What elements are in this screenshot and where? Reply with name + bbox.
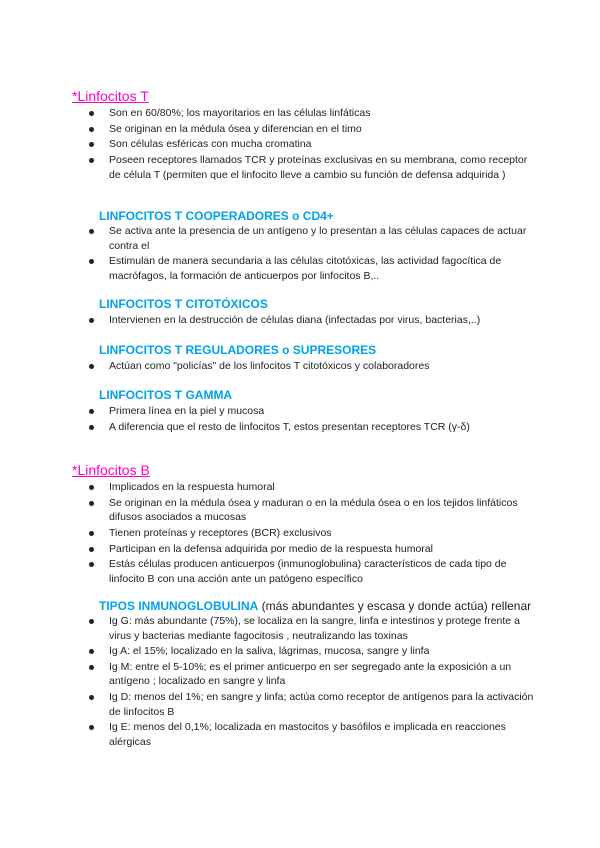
bullet-icon xyxy=(89,501,94,506)
list-item: Ig M: entre el 5-10%; es el primer anticuerpo en ser segregado ante la exposición a un antígeno ; localizado en sangre y linfa xyxy=(0,660,600,689)
list-item: Son células esféricas con mucha cromatina xyxy=(0,137,600,152)
subtitle-inmunoglobulina xyxy=(99,599,531,613)
bullet-icon xyxy=(89,619,94,624)
bullet-icon xyxy=(89,409,94,414)
subtitle-inmunoglobulina-label: TIPOS INMUNOGLOBULINA xyxy=(99,599,259,613)
bullet-icon xyxy=(89,649,94,654)
list-item: Ig D: menos del 1%; en sangre y linfa; actúa como receptor de antígenos para la activación de linfocitos B xyxy=(0,690,600,719)
bullet-icon xyxy=(89,229,94,234)
subtitle-inmunoglobulina-note: (más abundantes y escasa y donde actúa) rellenar xyxy=(258,599,532,613)
bullet-icon xyxy=(89,665,94,670)
bullet-icon xyxy=(89,158,94,163)
list-item: Se originan en la médula ósea y maduran o en la médula ósea o en los tejidos linfáticos difusos asociados a mucosas xyxy=(0,496,600,525)
list-item: Poseen receptores llamados TCR y proteínas exclusivas en su membrana, como receptor de célula T (permiten que el linfocito lleve a cambio su función de defensa adquirida ) xyxy=(0,153,600,182)
list-item: Intervienen en la destrucción de células diana (infectadas por virus, bacterias,..) xyxy=(0,313,600,328)
list-item: Ig E: menos del 0,1%; localizada en mastocitos y basófilos e implicada en reacciones alérgicas xyxy=(0,720,600,749)
bullet-icon xyxy=(89,364,94,369)
bullet-icon xyxy=(89,725,94,730)
list-item: Actúan como "policías" de los linfocitos T citotóxicos y colaboradores xyxy=(0,359,600,374)
linfocitos-t-list xyxy=(0,106,600,183)
bullet-icon xyxy=(89,695,94,700)
bullet-icon xyxy=(89,142,94,147)
inmunoglobulina-list xyxy=(0,614,600,750)
section-title-linfocitos-t: *Linfocitos T xyxy=(72,88,149,104)
list-item: A diferencia que el resto de linfocitos T, estos presentan receptores TCR (γ-δ) xyxy=(0,420,600,435)
list-item: Implicados en la respuesta humoral xyxy=(0,480,600,495)
list-item: Estimulan de manera secundaria a las células citotóxicas, las actividad fagocítica de macrófagos, la formación de anticuerpos por linfocitos B,.. xyxy=(0,254,600,283)
linfocitos-b-list xyxy=(0,480,600,587)
gamma-list xyxy=(0,404,600,435)
bullet-icon xyxy=(89,111,94,116)
bullet-icon xyxy=(89,531,94,536)
subtitle-reguladores: LINFOCITOS T REGULADORES o SUPRESORES xyxy=(99,343,377,357)
bullet-icon xyxy=(89,425,94,430)
reguladores-list xyxy=(0,359,600,375)
bullet-icon xyxy=(89,562,94,567)
subtitle-cooperadores: LINFOCITOS T COOPERADORES o CD4+ xyxy=(99,209,334,223)
subtitle-gamma: LINFOCITOS T GAMMA xyxy=(99,388,233,402)
bullet-icon xyxy=(89,485,94,490)
section-title-linfocitos-b: *Linfocitos B xyxy=(72,462,150,478)
bullet-icon xyxy=(89,547,94,552)
list-item: Ig A: el 15%; localizado en la saliva, lágrimas, mucosa, sangre y linfa xyxy=(0,644,600,659)
bullet-icon xyxy=(89,127,94,132)
list-item: Primera línea en la piel y mucosa xyxy=(0,404,600,419)
cooperadores-list xyxy=(0,224,600,284)
list-item: Tienen proteínas y receptores (BCR) exclusivos xyxy=(0,526,600,541)
subtitle-citotoxicos: LINFOCITOS T CITOTÓXICOS xyxy=(99,297,268,311)
list-item: Se originan en la médula ósea y diferencian en el timo xyxy=(0,122,600,137)
citotoxicos-list xyxy=(0,313,600,329)
list-item: Estás células producen anticuerpos (inmunoglobulina) característicos de cada tipo de linfocito B con una acción ante un patógeno específico xyxy=(0,557,600,586)
list-item: Participan en la defensa adquirida por medio de la respuesta humoral xyxy=(0,542,600,557)
list-item: Son en 60/80%; los mayoritarios en las células linfáticas xyxy=(0,106,600,121)
bullet-icon xyxy=(89,318,94,323)
list-item: Ig G: más abundante (75%), se localiza en la sangre, linfa e intestinos y protege frente a virus y bacterias mediante fagocitosis , neutralizando las toxinas xyxy=(0,614,600,643)
bullet-icon xyxy=(89,259,94,264)
list-item: Se activa ante la presencia de un antígeno y lo presentan a las células capaces de actuar contra el xyxy=(0,224,600,253)
